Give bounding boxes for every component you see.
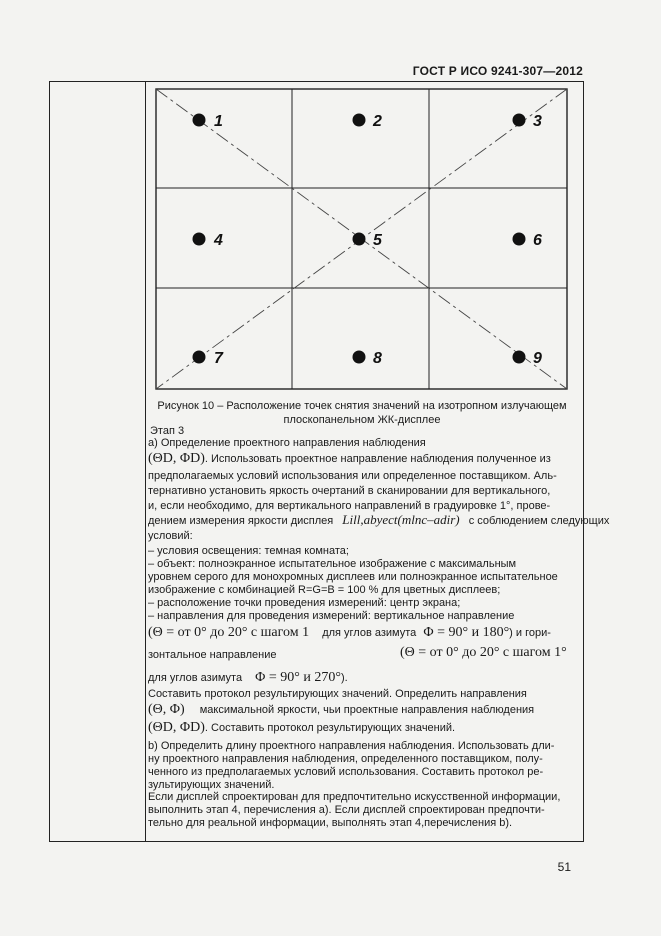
item-a-text-5b: с соблюдением следующих: [468, 515, 610, 527]
caption-line-2: плоскопанельном ЖК-дисплее: [283, 414, 441, 426]
item-b-line-2: ну проектного направления наблюдения, определенного поставщиком, полу-: [148, 753, 543, 765]
condition-end-1: ) и гори-: [509, 627, 551, 639]
protocol-line-1: Составить протокол результирующих значений. Определить направления: [148, 688, 527, 700]
measurement-point-2: [353, 114, 366, 127]
condition-directions-2: [148, 626, 551, 640]
final-line-2: выполнить этап 4, перечисления а). Если дисплей спроектирован предпочти-: [148, 804, 545, 816]
condition-object-1: – объект: полноэкранное испытательное изображение с максимальным: [148, 558, 517, 570]
final-line-3: тельно для реальной информации, выполнять этап 4,перечисления b).: [148, 817, 513, 829]
item-a-line-2: предполагаемых условий использования или определенное поставщиком. Аль-: [148, 470, 557, 482]
theta-phi-d-formula: (ΘD, ΦD): [148, 451, 205, 466]
condition-directions-3: зонтальное направление: [148, 649, 277, 661]
condition-object-2: уровнем серого для монохромных дисплеев или полноэкранное испытательное: [148, 571, 558, 583]
point-label-6: 6: [533, 232, 542, 249]
phi-formula-1: Φ = 90° и 180°: [423, 625, 510, 640]
theta-range-formula-2-wrap: [400, 646, 567, 660]
azimuth-label-2: для углов азимута: [148, 672, 243, 684]
theta-phi-d-formula-2: (ΘD, ΦD): [148, 720, 205, 735]
measurement-point-9: [513, 351, 526, 364]
item-a-line-4: и, если необходимо, для вертикального направлений в градуировке 1°, прове-: [148, 500, 551, 512]
item-a-title: а) Определение проектного направления наблюдения: [148, 437, 426, 449]
measurement-grid-diagram: [155, 88, 568, 390]
item-b-line-1: b) Определить длину проектного направления наблюдения. Использовать дли-: [148, 740, 555, 752]
luminance-formula: Lill,abyect(mlnc–adir): [342, 512, 460, 527]
measurement-point-3: [513, 114, 526, 127]
protocol-line-2: [148, 703, 534, 717]
item-a-text-5: дением измерения яркости дисплея: [148, 515, 334, 527]
measurement-point-6: [513, 233, 526, 246]
point-label-5: 5: [373, 232, 382, 249]
protocol-text-2: максимальной яркости, чьи проектные направления наблюдения: [199, 704, 535, 716]
final-line-1: Если дисплей спроектирован для предпочтительно искусственной информации,: [148, 791, 561, 803]
item-a-text-1: . Использовать проектное направление наблюдения полученное из: [204, 453, 551, 465]
theta-range-formula-2: (Θ = от 0° до 20° с шагом 1°: [400, 645, 567, 660]
caption-line-1: Рисунок 10 – Расположение точек снятия значений на изотропном излучающем: [157, 400, 567, 412]
item-a-line-1: [148, 452, 551, 466]
condition-end-2: ).: [340, 672, 348, 684]
measurement-point-7: [193, 351, 206, 364]
condition-lighting: – условия освещения: темная комната;: [148, 545, 349, 557]
point-label-7: 7: [214, 350, 223, 367]
figure-caption: [150, 399, 574, 427]
theta-range-formula-1: (Θ = от 0° до 20° с шагом 1: [148, 625, 310, 640]
condition-directions-4: [148, 671, 348, 685]
item-a-line-3: тернативно установить яркость очертаний в сканировании для вертикального,: [148, 485, 551, 497]
protocol-text-3: . Составить протокол результирующих значений.: [204, 722, 456, 734]
page-number: 51: [557, 860, 571, 874]
protocol-line-3: [148, 721, 455, 735]
condition-object-3: изображение с комбинацией R=G=B = 100 % для цветных дисплеев;: [148, 584, 501, 596]
condition-point: – расположение точки проведения измерений: центр экрана;: [148, 597, 461, 609]
item-a-line-6: условий:: [148, 530, 193, 542]
theta-phi-formula: (Θ, Φ): [148, 702, 185, 717]
point-label-4: 4: [214, 232, 223, 249]
item-a-line-5: [148, 513, 609, 528]
point-label-1: 1: [214, 113, 223, 130]
measurement-point-5: [353, 233, 366, 246]
point-label-8: 8: [373, 350, 382, 367]
measurement-points-figure: [155, 88, 568, 390]
point-label-3: 3: [533, 113, 542, 130]
phi-formula-2: Φ = 90° и 270°: [255, 670, 341, 685]
document-header: ГОСТ Р ИСО 9241-307—2012: [412, 64, 583, 78]
stage-title: Этап 3: [150, 425, 185, 437]
measurement-point-8: [353, 351, 366, 364]
column-divider: [145, 81, 146, 842]
measurement-point-4: [193, 233, 206, 246]
item-b-line-4: зультирующих значений.: [148, 779, 275, 791]
measurement-point-1: [193, 114, 206, 127]
point-label-9: 9: [533, 350, 542, 367]
azimuth-label-1: для углов азимута: [322, 627, 417, 639]
condition-directions-1: – направления для проведения измерений: вертикальное направление: [148, 610, 515, 622]
point-label-2: 2: [373, 113, 382, 130]
item-b-line-3: ченного из предполагаемых условий использования. Составить протокол ре-: [148, 766, 544, 778]
